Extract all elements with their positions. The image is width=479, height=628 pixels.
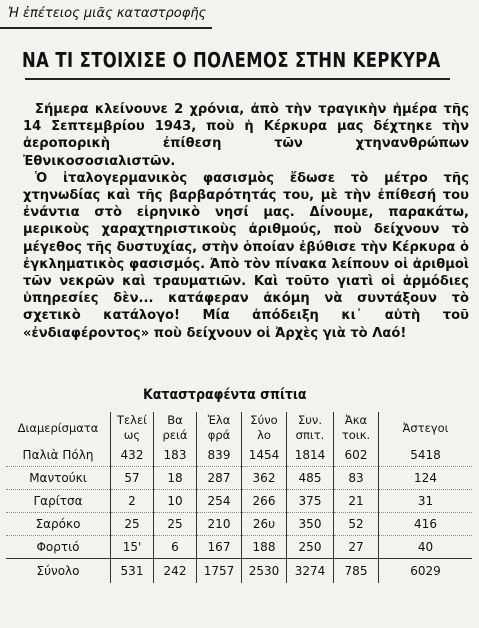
header-cell: Σύνο λο (242, 412, 287, 444)
table-cell: 25 (111, 513, 154, 536)
table-cell: 350 (287, 513, 334, 536)
header-cell: Τελεί ως (111, 412, 154, 444)
district-cell: Μαντούκι (6, 467, 111, 490)
table-cell: 5418 (379, 444, 473, 467)
table-cell: 485 (287, 467, 334, 490)
table-cell: 432 (111, 444, 154, 467)
table-cell: 21 (334, 490, 379, 513)
total-cell: 1757 (197, 559, 242, 584)
table-cell: 15' (111, 536, 154, 559)
header-cell: Διαμερίσματα (17, 420, 99, 435)
table-cell: 167 (197, 536, 242, 559)
table-cell: 250 (287, 536, 334, 559)
table-cell: 26υ (242, 513, 287, 536)
table-cell: 1454 (242, 444, 287, 467)
table-cell: 18 (154, 467, 197, 490)
destroyed-houses-table (6, 412, 472, 583)
district-cell: Παλιὰ Πόλη (6, 444, 111, 467)
table-cell: 254 (197, 490, 242, 513)
headline-underline (25, 78, 450, 80)
table-cell: 10 (154, 490, 197, 513)
total-label: Σύνολο (6, 559, 111, 584)
table-cell: 375 (287, 490, 334, 513)
headline: ΝΑ ΤΙ ΣΤΟΙΧΙΣΕ Ο ΠΟΛΕΜΟΣ ΣΤΗΝ ΚΕΡΚΥΡΑ (22, 48, 441, 72)
table-row (6, 444, 472, 467)
table-cell: 183 (154, 444, 197, 467)
header-cell: Ἐλα φρά (197, 412, 242, 444)
table-cell: 57 (111, 467, 154, 490)
table-cell: 362 (242, 467, 287, 490)
table-cell: 1814 (287, 444, 334, 467)
table-cell: 188 (242, 536, 287, 559)
table-cell: 83 (334, 467, 379, 490)
table-cell: 839 (197, 444, 242, 467)
total-cell: 2530 (242, 559, 287, 584)
table-cell: 287 (197, 467, 242, 490)
total-cell: 6029 (379, 559, 473, 584)
header-cell: Ἀστεγοι (379, 412, 473, 444)
table-total-row (6, 559, 472, 584)
table-cell: 31 (379, 490, 473, 513)
district-cell: Σαρόκο (6, 513, 111, 536)
table-cell: 25 (154, 513, 197, 536)
table-cell: 266 (242, 490, 287, 513)
paragraph: Σήμερα κλείνουνε 2 χρόνια, ἀπὸ τὴν τραγικὴν ἡμέρα τῆς 14 Σεπτεμβρίου 1943, ποὺ ἡ Κέρκυρα μας δέχτηκε τὴν ἀεροπορικὴ ἐπίθεση τῶν χτηνανθρώπων Ἐθνικοσοσιαλιστῶν. (23, 102, 469, 169)
district-cell: Φορτιό (6, 536, 111, 559)
table-cell: 27 (334, 536, 379, 559)
header-cell: Συν. σπιτ. (287, 412, 334, 444)
header-cell: Βα ρειά (154, 412, 197, 444)
table-title: Καταστραφέντα σπίτια (143, 387, 307, 403)
total-cell: 785 (334, 559, 379, 584)
table-cell: 602 (334, 444, 379, 467)
table-cell: 416 (379, 513, 473, 536)
table-cell: 6 (154, 536, 197, 559)
table-cell: 210 (197, 513, 242, 536)
table-row (6, 536, 472, 559)
table-header-row (6, 412, 472, 444)
table-row (6, 513, 472, 536)
total-cell: 3274 (287, 559, 334, 584)
table-cell: 124 (379, 467, 473, 490)
header-cell: Ἀκα τοικ. (334, 412, 379, 444)
district-cell: Γαρίτσα (6, 490, 111, 513)
total-cell: 531 (111, 559, 154, 584)
table-cell: 52 (334, 513, 379, 536)
kicker-rule (0, 27, 212, 29)
article-body (23, 101, 469, 342)
table-row (6, 490, 472, 513)
table-cell: 2 (111, 490, 154, 513)
kicker: Ἡ ἐπέτειος μιᾶς καταστροφῆς (8, 6, 207, 21)
total-cell: 242 (154, 559, 197, 584)
table-cell: 40 (379, 536, 473, 559)
table-row (6, 467, 472, 490)
paragraph: Ὁ ἰταλογερμανικὸς φασισμὸς ἔδωσε τὸ μέτρο τῆς χτηνωδίας καὶ τῆς βαρβαρότητάς του, μὲ τὴν ἐπίθεσή του ἐνάντια στὸ εἰρηνικὸ νησί μας. Δίνουμε, παρακάτω, μερικοὺς χαραχτηριστικοὺς ἀριθμούς, ποὺ δείχνουν τὸ μέγεθος τῆς δυστυχίας, στὴν ὁποίαν ἐβύθισε τὴν Κέρκυρα ὁ ἐγκληματικὸς φασισμός. Ἀπὸ τὸν πίνακα λείπουν οἱ ἀριθμοὶ τῶν νεκρῶν καὶ τραυματιῶν. Καὶ τοῦτο γιατὶ οἱ ἁρμόδιες ὑπηρεσίες δὲν... κατάφεραν ἀκόμη νὰ συντάξουν τὸ σχετικὸ κατάλογο! Μία ἀπόδειξη κι᾿ αὐτὴ τοῦ «ἐνδιαφέροντος» ποὺ δείχνουν οἱ Ἀρχὲς γιὰ τὸ Λαό! (23, 170, 469, 341)
